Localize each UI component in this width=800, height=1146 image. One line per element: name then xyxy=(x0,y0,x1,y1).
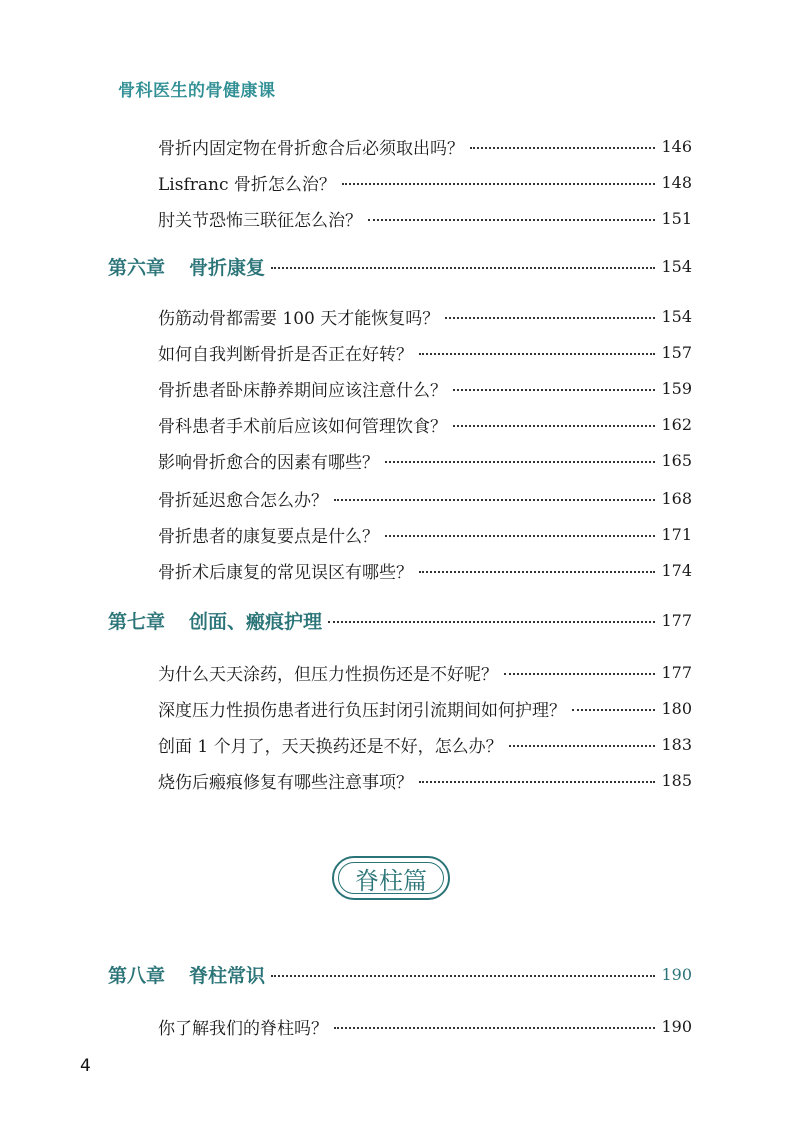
chapter-number: 第六章 xyxy=(108,256,166,279)
chapter-title: 脊柱常识 xyxy=(189,964,266,987)
chapter-page: 190 xyxy=(661,964,692,984)
toc-entry-label: 骨科患者手术前后应该如何管理饮食？ xyxy=(158,416,447,437)
chapter-page: 154 xyxy=(661,256,692,276)
toc-entry-page: 180 xyxy=(661,698,692,718)
dot-leader xyxy=(334,499,655,501)
toc-entry-label: 为什么天天涂药，但压力性损伤还是不好呢？ xyxy=(158,664,498,685)
toc-entry[interactable] xyxy=(158,658,692,686)
toc-entry-label: 骨折内固定物在骨折愈合后必须取出吗？ xyxy=(158,138,464,159)
toc-chapter-7[interactable] xyxy=(108,606,692,634)
toc-entry-page: 171 xyxy=(661,524,692,544)
dot-leader xyxy=(572,709,655,711)
toc-entry-page: 148 xyxy=(661,172,692,192)
dot-leader xyxy=(271,975,655,977)
dot-leader xyxy=(470,147,655,149)
chapter-title: 骨折康复 xyxy=(189,256,266,279)
toc-entry-label: 骨折患者的康复要点是什么？ xyxy=(158,526,379,547)
dot-leader xyxy=(419,353,655,355)
toc-entry[interactable] xyxy=(158,766,692,794)
toc-entry-page: 151 xyxy=(661,208,692,228)
toc-entry-label: 如何自我判断骨折是否正在好转？ xyxy=(158,344,413,365)
toc-entry-label: 烧伤后瘢痕修复有哪些注意事项？ xyxy=(158,772,413,793)
toc-chapter-6[interactable] xyxy=(108,252,692,280)
dot-leader xyxy=(385,461,655,463)
toc-entry-label: 创面 1 个月了，天天换药还是不好，怎么办？ xyxy=(158,736,503,757)
dot-leader xyxy=(419,571,655,573)
section-title: 脊柱篇 xyxy=(355,866,427,895)
toc-entry-page: 190 xyxy=(661,1016,692,1036)
toc-entry-page: 146 xyxy=(661,136,692,156)
chapter-title: 创面、瘢痕护理 xyxy=(189,610,323,633)
toc-entry[interactable] xyxy=(158,204,692,232)
toc-entry-label: 你了解我们的脊柱吗？ xyxy=(158,1018,328,1039)
toc-entry-page: 174 xyxy=(661,560,692,580)
dot-leader xyxy=(453,425,655,427)
dot-leader xyxy=(445,317,655,319)
toc-entry-label: 伤筋动骨都需要 100 天才能恢复吗？ xyxy=(158,308,440,329)
toc-entry-page: 154 xyxy=(661,306,692,326)
chapter-number: 第八章 xyxy=(108,964,166,987)
toc-entry-page: 168 xyxy=(661,488,692,508)
dot-leader xyxy=(453,389,655,391)
toc-entry[interactable] xyxy=(158,338,692,366)
toc-entry-page: 165 xyxy=(661,450,692,470)
toc-entry[interactable] xyxy=(158,410,692,438)
dot-leader xyxy=(385,535,655,537)
toc-entry-page: 157 xyxy=(661,342,692,362)
dot-leader xyxy=(509,745,656,747)
toc-entry-page: 177 xyxy=(661,662,692,682)
toc-entry-label: 骨折延迟愈合怎么办？ xyxy=(158,490,328,511)
dot-leader xyxy=(368,219,655,221)
toc-entry-page: 162 xyxy=(661,414,692,434)
toc-entry-page: 159 xyxy=(661,378,692,398)
toc-entry[interactable] xyxy=(158,1012,692,1040)
chapter-number: 第七章 xyxy=(108,610,166,633)
toc-entry-label: 骨折患者卧床静养期间应该注意什么？ xyxy=(158,380,447,401)
toc-entry[interactable] xyxy=(158,302,692,330)
dot-leader xyxy=(504,673,655,675)
toc-entry-label: 肘关节恐怖三联征怎么治？ xyxy=(158,210,362,231)
section-badge xyxy=(332,856,450,900)
toc-entry-page: 183 xyxy=(661,734,692,754)
toc-chapter-8[interactable] xyxy=(108,960,692,988)
toc-entry[interactable] xyxy=(158,374,692,402)
toc-entry[interactable] xyxy=(158,730,692,758)
chapter-page: 177 xyxy=(661,610,692,630)
dot-leader xyxy=(419,781,655,783)
page-number: 4 xyxy=(80,1056,91,1076)
dot-leader xyxy=(271,267,655,269)
toc-entry-label: Lisfranc 骨折怎么治？ xyxy=(158,174,336,195)
toc-entry-label: 影响骨折愈合的因素有哪些？ xyxy=(158,452,379,473)
toc-entry-page: 185 xyxy=(661,770,692,790)
dot-leader xyxy=(334,1027,655,1029)
toc-entry[interactable] xyxy=(158,484,692,512)
dot-leader xyxy=(328,621,655,623)
toc-entry[interactable] xyxy=(158,446,692,474)
running-header-title: 骨科医生的骨健康课 xyxy=(118,81,276,101)
toc-entry[interactable] xyxy=(158,168,692,196)
toc-entry-label: 深度压力性损伤患者进行负压封闭引流期间如何护理？ xyxy=(158,700,566,721)
toc-entry[interactable] xyxy=(158,520,692,548)
toc-entry-label: 骨折术后康复的常见误区有哪些？ xyxy=(158,562,413,583)
dot-leader xyxy=(342,183,656,185)
toc-entry[interactable] xyxy=(158,694,692,722)
toc-entry[interactable] xyxy=(158,556,692,584)
toc-entry[interactable] xyxy=(158,132,692,160)
